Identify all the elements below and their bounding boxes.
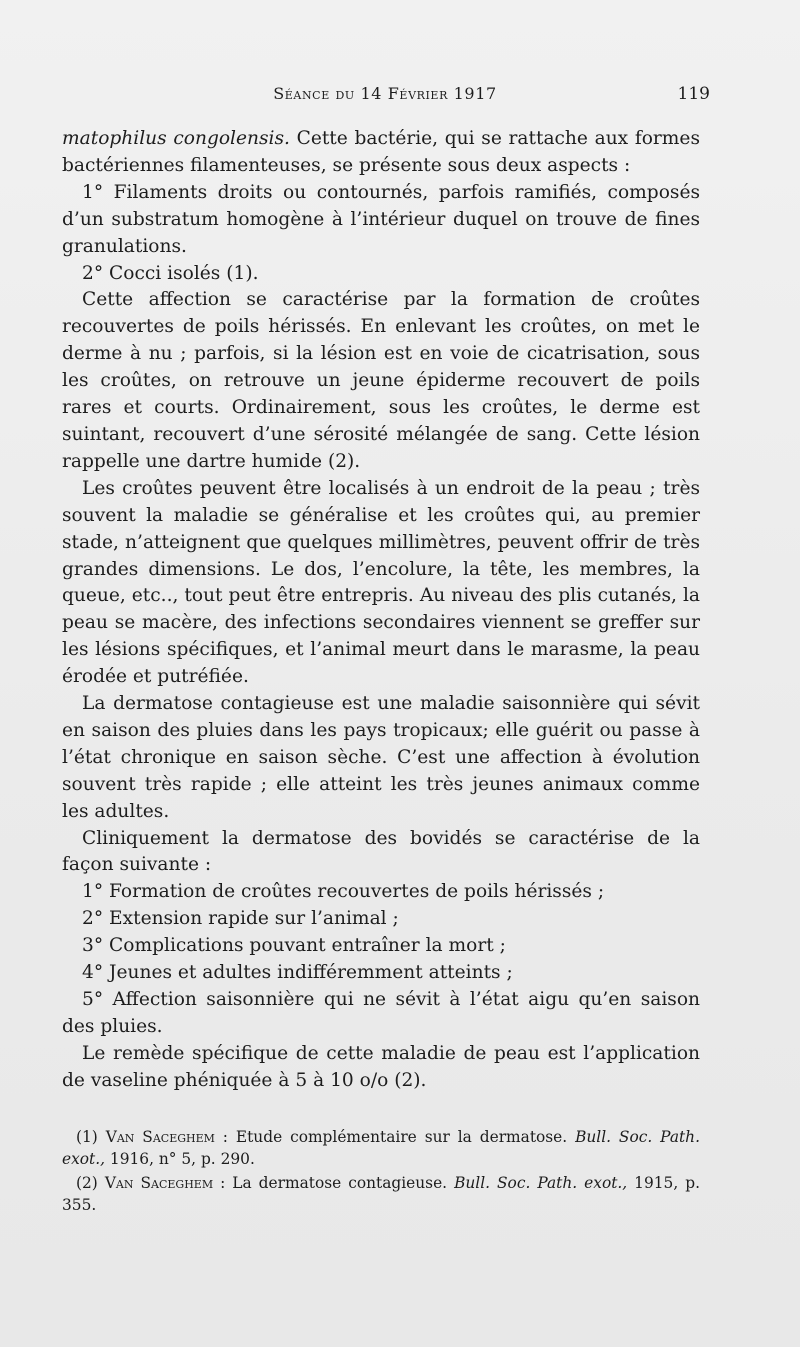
paragraph-3: 2° Cocci isolés (1).: [82, 262, 259, 284]
paragraph-1-text: Cette bactérie, qui se rattache aux formes bactériennes filamenteuses, se présente sous deux aspects :: [62, 128, 700, 176]
paragraph-1: [62, 126, 700, 180]
list-item: 5° Affection saisonnière qui ne sévit à l’état aigu qu’en saison des pluies.: [62, 989, 700, 1037]
footnote-number: (1): [76, 1128, 98, 1146]
footnote-number: (2): [76, 1174, 98, 1192]
body-text: [62, 126, 700, 1095]
footnote-reference: 1915, p. 355.: [62, 1174, 700, 1214]
species-name: matophilus congolensis.: [62, 128, 290, 149]
footnote-author: Van Saceghem: [105, 1128, 215, 1146]
footnote: [62, 1127, 700, 1170]
footnote-journal: Bull. Soc. Path. exot.,: [454, 1174, 628, 1192]
footnote-title: : Etude complémentaire sur la dermatose.: [214, 1128, 576, 1146]
footnote: [62, 1173, 700, 1216]
footnote-title: : La dermatose contagieuse.: [213, 1174, 455, 1192]
paragraph-7: Cliniquement la dermatose des bovidés se caractérise de la façon suivante :: [62, 827, 700, 876]
running-head: Séance du 14 Février 1917: [273, 84, 497, 103]
list-item: 4° Jeunes et adultes indifféremment atteints ;: [82, 962, 513, 984]
paragraph-6: La dermatose contagieuse est une maladie saisonnière qui sévit en saison des pluies dans les pays tropicaux; elle guérit ou passe à l’état chronique en saison sèche. C’est une affection à évolution souvent très rapide ; elle atteint les très jeunes animaux comme les adultes.: [62, 693, 700, 822]
page-header: [60, 84, 710, 112]
list-item: 2° Extension rapide sur l’animal ;: [82, 908, 399, 930]
paragraph-4: Cette affection se caractérise par la formation de croûtes recouvertes de poils hérissés. En enlevant les croûtes, on met le derme à nu ; parfois, si la lésion est en voie de cicatrisation, sous les croûtes, on retrouve un jeune épiderme recouvert de poils rares et courts. Ordinairement, sous les croûtes, le derme est suintant, recouvert d’une sérosité mélangée de sang. Cette lésion rappelle une dartre humide (2).: [62, 289, 700, 472]
list-item: 1° Formation de croûtes recouvertes de poils hérissés ;: [82, 881, 605, 903]
footnotes: [62, 1127, 700, 1219]
footnote-author: Van Saceghem: [104, 1174, 214, 1192]
page-number: 119: [677, 84, 710, 104]
list-item: 3° Complications pouvant entraîner la mort ;: [82, 935, 506, 957]
paragraph-2: 1° Filaments droits ou contournés, parfois ramifiés, composés d’un substratum homogène à l’intérieur duquel on trouve de fines granulations.: [62, 181, 700, 257]
footnote-reference: 1916, n° 5, p. 290.: [105, 1149, 255, 1168]
footnote-journal: Bull. Soc. Path. exot.,: [62, 1128, 700, 1168]
paragraph-8: Le remède spécifique de cette maladie de peau est l’application de vaseline phéniquée à 5 à 10 o/o (2).: [62, 1042, 700, 1091]
paragraph-5: Les croûtes peuvent être localisés à un endroit de la peau ; très souvent la maladie se généralise et les croûtes qui, au premier stade, n’atteignent que quelques millimètres, peuvent offrir de très grandes dimensions. Le dos, l’encolure, la tête, les membres, la queue, etc.., tout peut être entrepris. Au niveau des plis cutanés, la peau se macère, des infections secondaires viennent se greffer sur les lésions spécifiques, et l’animal meurt dans le marasme, la peau érodée et putréfiée.: [62, 477, 700, 688]
